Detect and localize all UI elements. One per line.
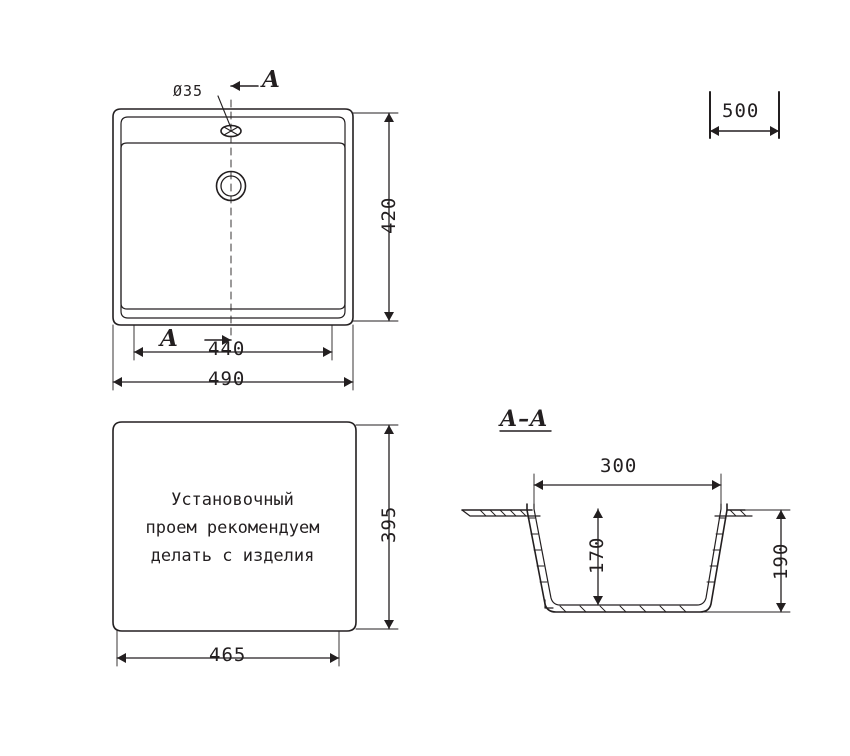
section-title-label: A–A	[500, 406, 549, 432]
sink-outer-outline	[113, 109, 353, 325]
dim-170-label: 170	[586, 536, 608, 574]
sink-bowl-outline	[121, 143, 345, 309]
dim-300-label: 300	[600, 455, 638, 477]
dim-490-label: 490	[208, 368, 246, 390]
hole-leader-line	[218, 96, 231, 128]
section-bowl-inner	[534, 504, 721, 605]
sink-rim-outline	[121, 117, 345, 318]
dim-395-label: 395	[378, 505, 400, 543]
dim-190-label: 190	[770, 542, 792, 580]
cutout-note-line3: делать с изделия	[150, 546, 315, 566]
hole-diameter-label: Ø35	[173, 82, 204, 100]
detail-500-label: 500	[722, 100, 760, 122]
dim-440-label: 440	[208, 338, 246, 360]
dim-465-label: 465	[209, 644, 247, 666]
dim-420-label: 420	[378, 196, 400, 234]
section-marker-bottom-label: A	[160, 325, 179, 352]
section-bowl-outer	[527, 504, 727, 612]
section-marker-top-label: A	[262, 66, 281, 93]
cutout-note-line1: Установочный	[171, 490, 294, 510]
cutout-note-line2: проем рекомендуем	[145, 518, 320, 538]
